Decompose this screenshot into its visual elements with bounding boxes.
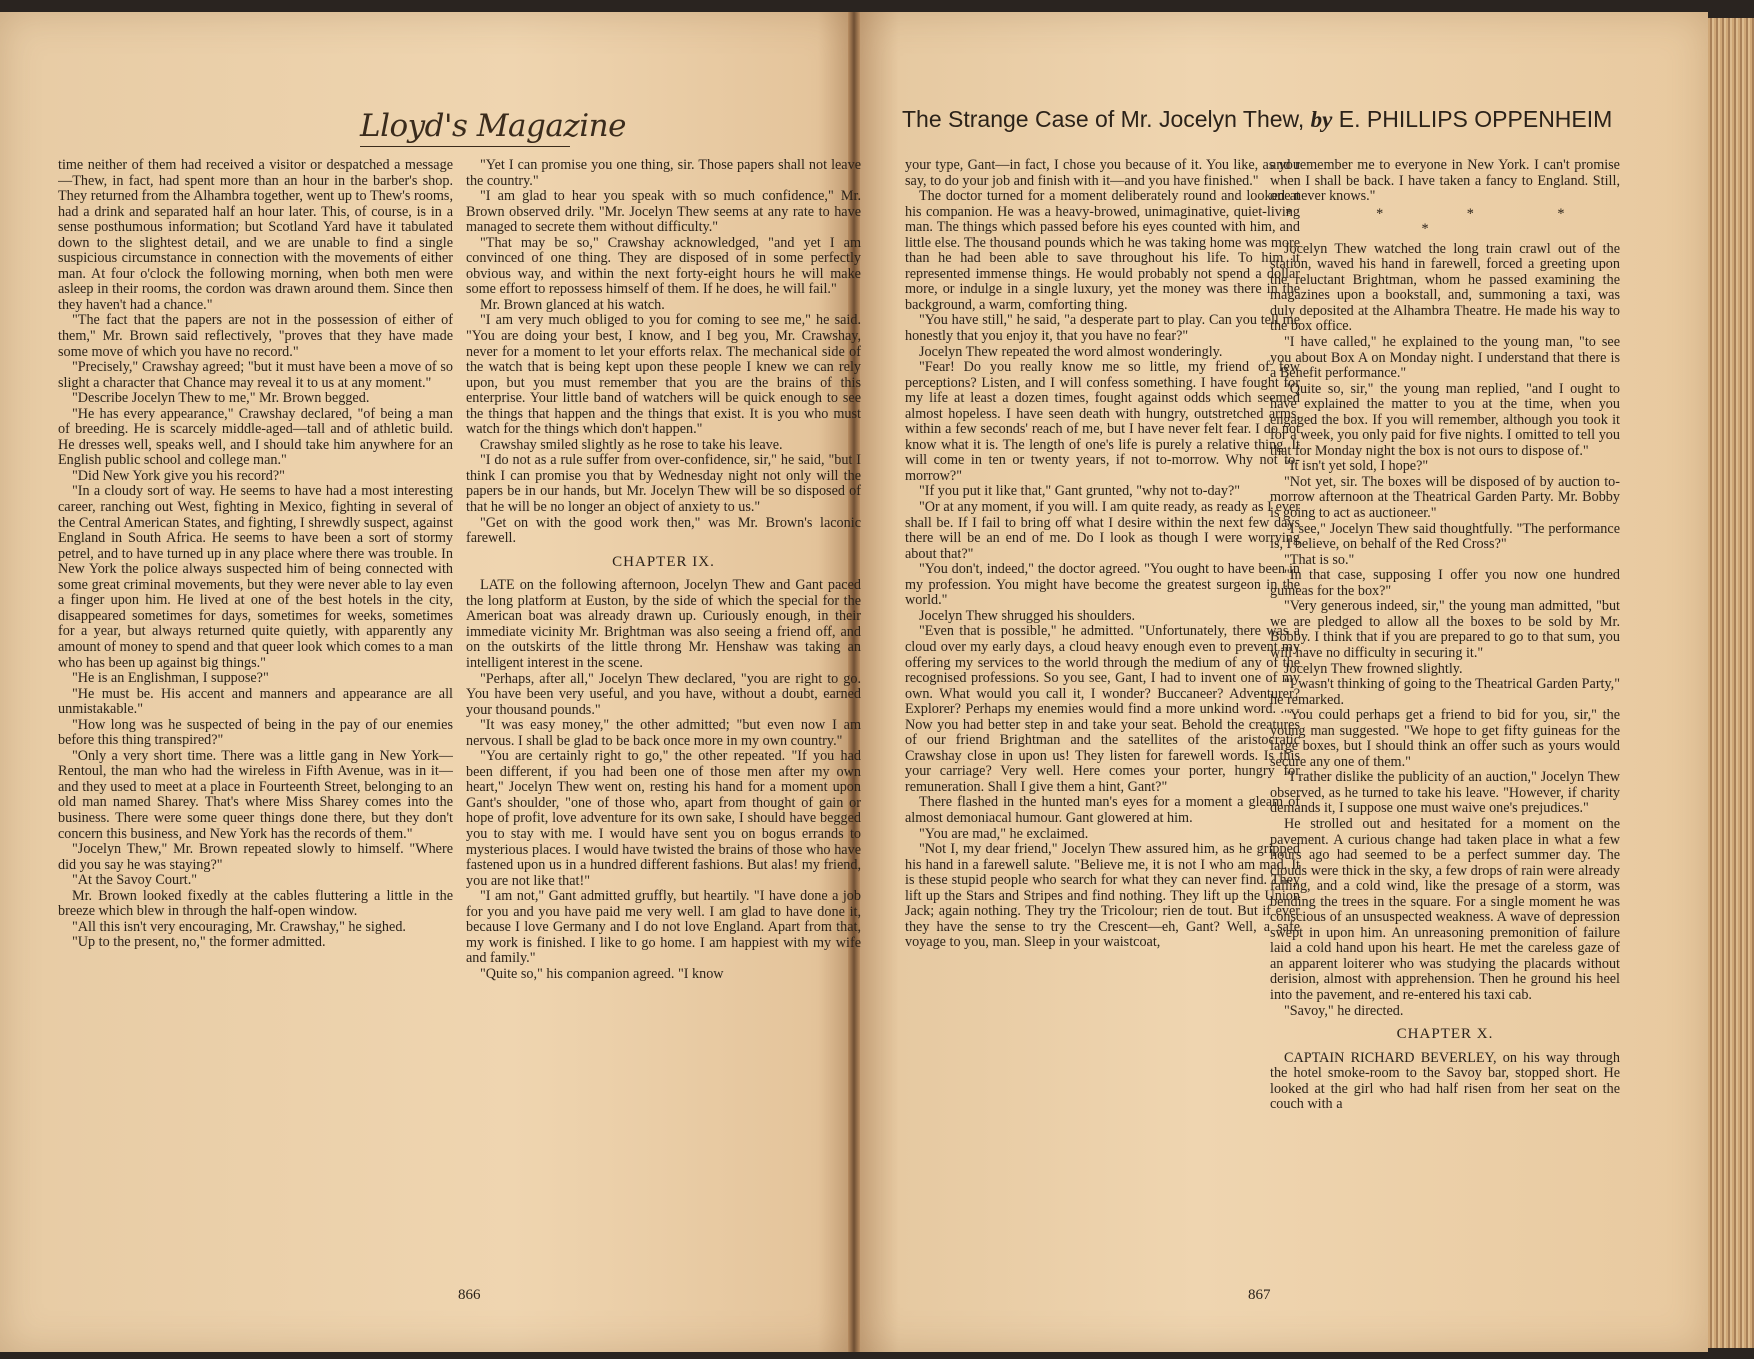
right-col2-paragraphs-a: [1270, 158, 1620, 205]
paragraph: "Not yet, sir. The boxes will be disposed of by auction to-morrow afternoon at the Theatrical Garden Party. Mr. Bobby is going to act as auctioneer.": [1270, 473, 1620, 522]
paragraph: Mr. Brown glanced at his watch.: [480, 296, 665, 313]
paragraph: Crawshay smiled slightly as he rose to take his leave.: [480, 436, 783, 453]
paragraph: "The fact that the papers are not in the possession of either of them," Mr. Brown said reflectively, "proves that they have made some move of which you have no record.": [58, 312, 453, 360]
paragraph: your type, Gant—in fact, I chose you because of it. You like, as you say, to do your job and finish with it—and you have finished.": [905, 158, 1300, 189]
paragraph: "Yet I can promise you one thing, sir. Those papers shall not leave the country.": [466, 158, 861, 189]
paragraph: "I do not as a rule suffer from over-confidence, sir," he said, "but I think I can promise you that by Wednesday night not only will the papers be in our hands, but Mr. Jocelyn Thew will be so disposed of that he will be no longer an object of anxiety to us.": [466, 452, 861, 516]
section-break-stars: * * * * *: [1285, 205, 1605, 238]
paragraph: Mr. Brown looked fixedly at the cables fluttering a little in the breeze which blew in through the half-open window.: [58, 887, 453, 920]
paragraph: "Or at any moment, if you will. I am quite ready, as ready as I ever shall be. If I fail to bring off what I desire within the next few days there will be an end of me. Do I look as though I were worrying about that?": [905, 499, 1300, 562]
right-page-number: 867: [1248, 1287, 1271, 1303]
left-col2-paragraphs-a: [466, 158, 861, 547]
paragraph: "Even that is possible," he admitted. "Unfortunately, there was a cloud over my early days, a cloud heavy enough even to prevent my offering my services to the world through the medium of any of the recognised professions. So you see, Gant, I had to invent one of my own. What would you call it, I wonder? Buccaneer? Adventurer? Explorer? Perhaps my enemies would find a more unkind word. . . . Now you had better step in and take your seat. Behold the creatures of our friend Brightman and the satellites of the aristocratic Crawshay close in upon us! They listen for farewell words. Is this your carriage? Very well. Here comes your porter, hungry for remuneration. Shall I give them a hint, Gant?": [905, 623, 1300, 795]
paragraph: "That is so.": [1284, 551, 1355, 568]
paragraph: "He must be. His accent and manners and appearance are all unmistakable.": [58, 685, 453, 718]
paragraph: "In that case, supposing I offer you now one hundred guineas for the box?": [1270, 567, 1620, 599]
left-col1-paragraphs: [58, 158, 453, 951]
paragraph: "Precisely," Crawshay agreed; "but it must have been a move of so slight a character that Chance may reveal it to us at any moment.": [58, 359, 453, 391]
paragraph: "It isn't yet sold, I hope?": [1284, 458, 1429, 475]
right-column-1: [905, 158, 1300, 1268]
paragraph: "Quite so," his companion agreed. "I know: [480, 965, 724, 982]
byline-by: by: [1310, 107, 1333, 132]
paragraph: "How long was he suspected of being in the pay of our enemies before this thing transpired?": [58, 716, 453, 749]
paragraph: "In a cloudy sort of way. He seems to have had a most interesting career, ranching out West, fighting in Mexico, fighting in several of the Central American States, and fighting, I shrewdly suspect, against England in South Africa. He seems to have been a sort of stormy petrel, and to have turned up in any place where there was trouble. In New York the police always suspected him of being connected with some great criminal movements, but they were never able to lay even a finger upon him. He lived at one of the best hotels in the city, disappeared sometimes for days, sometimes for weeks, sometimes for a year, but always returned quite quietly, with apparently any amount of money to spend and that queer look which comes to a man who has been up against big things.": [58, 483, 453, 671]
right-col2-paragraphs-b: [1270, 242, 1620, 1019]
paragraph: "You don't, indeed," the doctor agreed. "You ought to have been in my profession. You might have become the greatest surgeon in the world.": [905, 561, 1300, 609]
paragraph: "Up to the present, no," the former admitted.: [72, 934, 326, 951]
paragraph: and remember me to everyone in New York. I can't promise when I shall be back. I have taken a fancy to England. Still, one never knows.": [1270, 158, 1620, 205]
paragraph: Jocelyn Thew frowned slightly.: [1284, 660, 1463, 677]
paragraph: "Not I, my dear friend," Jocelyn Thew assured him, as he gripped his hand in a farewell salute. "Believe me, it is not I who am mad. It is these stupid people who search for what they can never find. They lift up the Stars and Stripes and find nothing. They lift up the Union Jack; again nothing. They try the Tricolour; rien de tout. But if ever they have the sense to try the Crescent—eh, Gant? Well, a safe voyage to you, man. Sleep in your waistcoat,: [905, 841, 1300, 951]
paragraph: "I wasn't thinking of going to the Theatrical Garden Party," he remarked.: [1270, 676, 1620, 708]
magazine-masthead: Lloyd's Magazine: [360, 108, 570, 147]
paragraph: CAPTAIN RICHARD BEVERLEY, on his way through the hotel smoke-room to the Savoy bar, stopped short. He looked at the girl who had half risen from her seat on the couch with a: [1270, 1049, 1620, 1113]
paragraph: "I am not," Gant admitted gruffly, but heartily. "I have done a job for you and you have paid me very well. I am glad to have done it, because I love Germany and I do not love England. Apart from that, my work is finished. I like to go home. I am happiest with my wife and family.": [466, 888, 861, 967]
paragraph: "That may be so," Crawshay acknowledged, "and yet I am convinced of one thing. They are disposed of in some perfectly obvious way, and within the next forty-eight hours he will make some effort to repossess himself of them. If he does, he will fail.": [466, 234, 861, 298]
page-edges: [1708, 18, 1754, 1348]
paragraph: "He is an Englishman, I suppose?": [72, 670, 269, 687]
paragraph: "I am glad to hear you speak with so much confidence," Mr. Brown observed drily. "Mr. Jocelyn Thew seems at any rate to have managed to secrete them without difficulty.": [466, 188, 861, 236]
paragraph: "Only a very short time. There was a little gang in New York—Rentoul, the man who had the wireless in Fifth Avenue, was in it—and they used to meet at a place in Fourteenth Street, belonging to an old man named Sharey. That's where Miss Sharey comes into the business. There were some queer things done there, but they don't concern this business, and New York has the records of them.": [58, 747, 453, 842]
paragraph: "I rather dislike the publicity of an auction," Jocelyn Thew observed, as he turned to take his leave. "However, if charity demands it, I suppose one must waive one's prejudices.": [1270, 769, 1620, 817]
paragraph: "You are certainly right to go," the other repeated. "If you had been different, if you had been one of those men after my own heart," Jocelyn Thew went on, resting his hand for a moment upon Gant's shoulder, "one of those who, apart from thought of gain or hope of profit, love adventure for its own sake, I should have begged you to stay with me. I would have sent you on bogus errands to mysterious places. I would have twisted the brains of those who have fastened upon us in a hundred different fashions. But alas! my friend, you are not like that!": [466, 748, 861, 889]
paragraph: "Fear! Do you really know me so little, my friend of few perceptions? Listen, and I will confess something. I have fought for my life at least a dozen times, fought against odds which seemed almost hopeless. I have seen death with hungry, outstretched arms, within a few seconds' reach of me, but I have never felt fear. I do not know what it is. The length of one's life is purely a relative thing. It will come in ten or twenty years, if not to-morrow. Why not to-morrow?": [905, 359, 1300, 484]
left-column-1: [58, 158, 453, 1268]
right-column-2: [1270, 158, 1620, 1268]
paragraph: LATE on the following afternoon, Jocelyn Thew and Gant paced the long platform at Euston, by the side of which the special for the American boat was already drawn up. Curiously enough, in their immediate vicinity Mr. Brightman was also seeing a friend off, and on the outskirts of the little throng Mr. Henshaw was taking an intelligent interest in the scene.: [466, 577, 861, 671]
paragraph: "Very generous indeed, sir," the young man admitted, "but we are pledged to allow all the boxes to be sold by Mr. Bobby. I think that if you are prepared to go to that sum, you will have no difficulty in securing it.": [1270, 598, 1620, 661]
right-col1-paragraphs: [905, 158, 1300, 951]
paragraph: "I have called," he explained to the young man, "to see you about Box A on Monday night. I understand that there is a Benefit performance.": [1270, 334, 1620, 382]
paragraph: The doctor turned for a moment deliberately round and looked at his companion. He was a heavy-browed, unimaginative, quiet-living man. The things which passed before his eyes counted with him, and little else. The thousand pounds which he was taking home was more than he had been able to save throughout his life. To him it represented immense things. He would probably not spend a dollar more, or indulge in a single luxury, yet the money was there in the background, a warm, comforting thing.: [905, 188, 1300, 313]
paragraph: "Get on with the good work then," was Mr. Brown's laconic farewell.: [466, 514, 861, 547]
paragraph: There flashed in the hunted man's eyes for a moment a gleam of almost demoniacal humour. Gant glowered at him.: [905, 794, 1300, 826]
story-header: [902, 106, 1622, 140]
left-column-2: [466, 158, 861, 1268]
story-title: The Strange Case of Mr. Jocelyn Thew,: [902, 106, 1305, 132]
paragraph: "You could perhaps get a friend to bid for you, sir," the young man suggested. "We hope to get fifty guineas for the large boxes, but I should think an offer such as yours would secure any one of them.": [1270, 707, 1620, 770]
right-col2-paragraphs-c: [1270, 1051, 1620, 1113]
chapter-x-heading: CHAPTER X.: [1396, 1026, 1494, 1043]
paragraph: "Jocelyn Thew," Mr. Brown repeated slowly to himself. "Where did you say he was staying?": [58, 841, 453, 873]
paragraph: Jocelyn Thew repeated the word almost wonderingly.: [919, 343, 1223, 360]
paragraph: "Savoy," he directed.: [1284, 1002, 1404, 1019]
story-author: E. PHILLIPS OPPENHEIM: [1338, 106, 1613, 132]
paragraph: "If you put it like that," Gant grunted, "why not to-day?": [919, 483, 1241, 500]
paragraph: "Did New York give you his record?": [72, 467, 285, 484]
paragraph: "It was easy money," the other admitted; "but even now I am nervous. I shall be glad to be back once more in my own country.": [466, 717, 861, 749]
paragraph: "Describe Jocelyn Thew to me," Mr. Brown begged.: [72, 390, 370, 407]
paragraph: He strolled out and hesitated for a moment on the pavement. A curious change had taken place in what a few hours ago had seemed to be a perfect summer day. The clouds were thick in the sky, a few drops of rain were already falling, and a cold wind, like the presage of a storm, was bending the trees in the square. For a single moment he was conscious of an unsuspected weakness. A wave of depression swept in upon him. An unreasoning premonition of failure laid a cold hand upon his heart. He met the careless gaze of an apparent loiterer who was studying the placards without derision, almost with apprehension. Then he ground his heel into the pavement, and re-entered his taxi cab.: [1270, 815, 1620, 1003]
paragraph: time neither of them had received a visitor or despatched a message—Thew, in fact, had spent more than an hour in the barber's shop. They returned from the Alhambra together, went up to Thew's rooms, had a drink and separated half an hour later. This, of course, is in a sense posthumous information; but Scotland Yard have it tabulated down to the slightest detail, and we are unable to find a single suspicious circumstance in connection with the movements of either man. At four o'clock the following morning, when both men were asleep in their rooms, the cordon was drawn around them. Since then they haven't had a chance.": [58, 158, 453, 313]
left-col2-paragraphs-b: [466, 578, 861, 982]
paragraph: Jocelyn Thew watched the long train crawl out of the station, waved his hand in farewell, forced a greeting upon the reluctant Brightman, whom he passed examining the magazines upon a bookstall, and, summoning a taxi, was duly deposited at the Alhambra Theatre. He made his way to the box office.: [1270, 240, 1620, 335]
paragraph: "Perhaps, after all," Jocelyn Thew declared, "you are right to go. You have been very useful, and you have, without a doubt, earned your thousand pounds.": [466, 670, 861, 718]
paragraph: "You have still," he said, "a desperate part to play. Can you tell me honestly that you enjoy it, that you have no fear?": [905, 312, 1300, 345]
paragraph: "You are mad," he exclaimed.: [919, 825, 1089, 842]
paragraph: "I am very much obliged to you for coming to see me," he said. "You are doing your best, I know, and I beg you, Mr. Crawshay, never for a moment to let your efforts relax. The mechanical side of the watch that is being kept upon these people I knew we can rely upon, but you must remember that you are the brains of this enterprise. Your little band of watchers will be quick enough to see the things that happen and the things that exist. It is you who must watch for the things which don't happen.": [466, 312, 861, 438]
paragraph: "At the Savoy Court.": [72, 872, 198, 889]
paragraph: "He has every appearance," Crawshay declared, "of being a man of breeding. He is scarcely middle-aged—tall and of athletic build. He dresses well, speaks well, and I should take him anywhere for an English public school and college man.": [58, 405, 453, 469]
chapter-ix-heading: CHAPTER IX.: [612, 553, 715, 570]
left-page-number: 866: [458, 1287, 481, 1303]
paragraph: "All this isn't very encouraging, Mr. Crawshay," he sighed.: [72, 918, 406, 935]
paragraph: "Quite so, sir," the young man replied, "and I ought to have explained the matter to you at the time, when you engaged the box. If you will remember, although you took it for a week, you only paid for five nights. I omitted to tell you that for Monday night the box is not ours to dispose of.": [1270, 380, 1620, 459]
paragraph: Jocelyn Thew shrugged his shoulders.: [919, 607, 1136, 624]
paragraph: "I see," Jocelyn Thew said thoughtfully. "The performance is, I believe, on behalf of the Red Cross?": [1270, 520, 1620, 553]
